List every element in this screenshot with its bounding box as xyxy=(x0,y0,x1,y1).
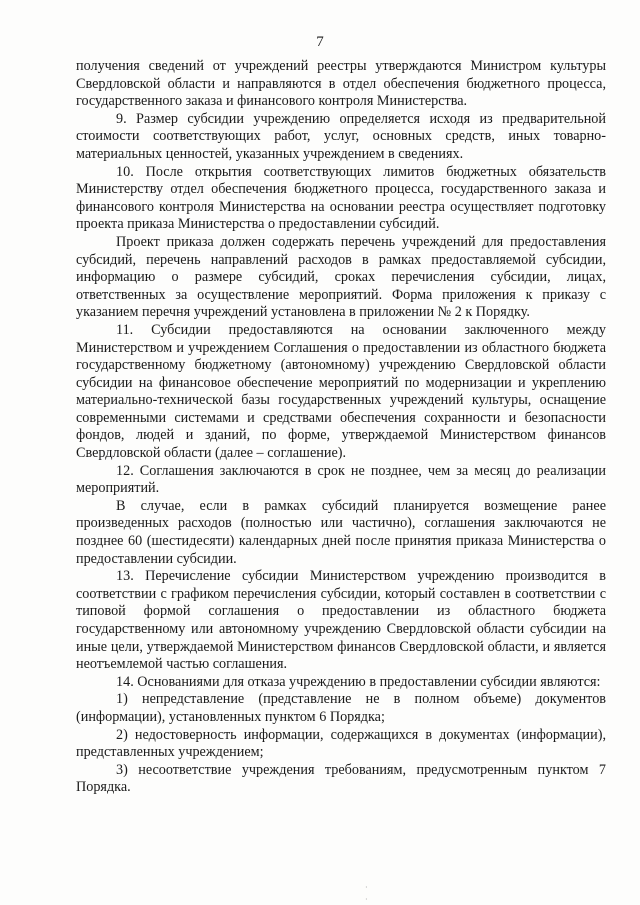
paragraph-item-12: 12. Соглашения заключаются в срок не позднее, чем за месяц до реализации мероприятий. xyxy=(76,462,606,497)
scan-artifact: · xyxy=(365,883,368,892)
paragraph-item-10: 10. После открытия соответствующих лимитов бюджетных обязательств Министерству отдел обеспечения бюджетного процесса, государственного заказа и финансового контроля Министерства на основании реестра осуществляет подготовку проекта приказа Министерства о предоставлении субсидий. xyxy=(76,163,606,233)
paragraph-item-9: 9. Размер субсидии учреждению определяется исходя из предварительной стоимости соответствующих работ, услуг, основных средств, иных товарно-материальных ценностей, указанных учреждением в сведениях. xyxy=(76,110,606,162)
document-body xyxy=(76,58,606,797)
paragraph-subitem-1: 1) непредставление (представление не в полном объеме) документов (информации), установленных пунктом 6 Порядка; xyxy=(76,691,606,725)
paragraph-subitem-2: 2) недостоверность информации, содержащихся в документах (информации), представленных учреждением; xyxy=(76,726,606,761)
paragraph-item-13: 13. Перечисление субсидии Министерством учреждению производится в соответствии с графиком перечисления субсидии, который составлен в соответствии с типовой формой соглашения о предоставлении из областного бюджета государственному или автономному учреждению Свердловской области субсидии на иные цели, утверждаемой Министерством финансов Свердловской области, и является неотъемлемой частью соглашения. xyxy=(76,568,606,673)
scan-artifact: · xyxy=(365,895,368,904)
paragraph-subitem-3: 3) несоответствие учреждения требованиям, предусмотренным пунктом 7 Порядка. xyxy=(76,761,606,796)
paragraph-item-11: 11. Субсидии предоставляются на основании заключенного между Министерством и учреждением Соглашения о предоставлении из областного бюджета государственному бюджетному (автономному) учреждению Свердловской области субсидии на финансовое обеспечение мероприятий по модернизации и укреплению материально-технической базы государственных учреждений культуры, оснащение современными системами и средствами обеспечения сохранности и безопасности фондов, людей и зданий, по форме, утверждаемой Министерством финансов Свердловской области (далее – соглашение). xyxy=(76,321,606,462)
paragraph-continuation: получения сведений от учреждений реестры утверждаются Министром культуры Свердловской области и направляются в отдел обеспечения бюджетного процесса, государственного заказа и финансового контроля Министерства. xyxy=(76,58,606,110)
page-number: 7 xyxy=(316,34,324,50)
paragraph-reimbursement: В случае, если в рамках субсидий планируется возмещение ранее произведенных расходов (полностью или частично), соглашения заключаются не позднее 60 (шестидесяти) календарных дней после принятия приказа Министерства о предоставлении субсидии. xyxy=(76,497,606,567)
paragraph-order-draft: Проект приказа должен содержать перечень учреждений для предоставления субсидий, перечень направлений расходов в рамках предоставляемой субсидии, информацию о размере субсидий, сроках перечисления субсидии, лицах, ответственных за осуществление мероприятий. Форма приложения к приказу с указанием перечня учреждений установлена в приложении № 2 к Порядку. xyxy=(76,233,606,321)
paragraph-item-14: 14. Основаниями для отказа учреждению в предоставлении субсидии являются: xyxy=(116,673,601,690)
